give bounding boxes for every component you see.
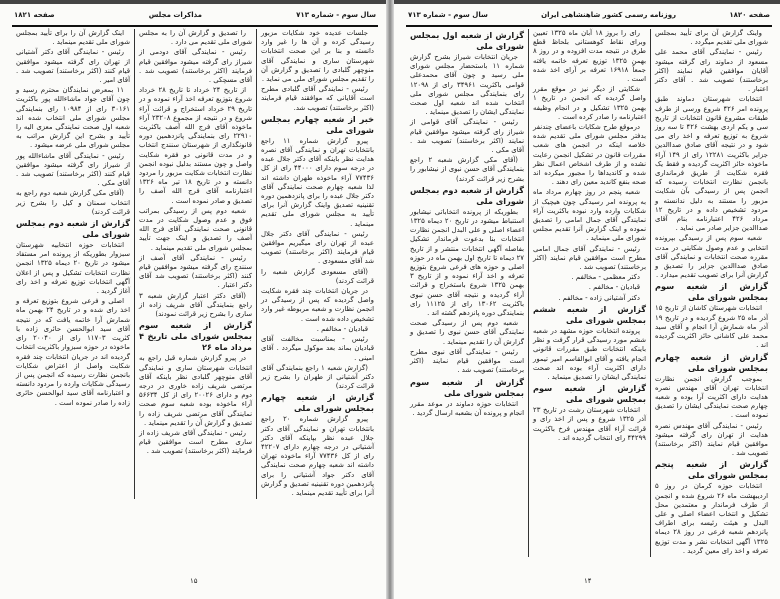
page-edge: [394, 0, 780, 4]
text-column: [256, 29, 378, 499]
paragraph: رئیس - نمایندگی آقای آصف از سنندج رای گرفته میشود موافقین قیام کنند (اکثر برخاستند) تصویب شد آقای دکتر اعتبار .: [139, 253, 252, 290]
paragraph: پیرو گزارش شماره ۲۰ راجع بانتخابات تهران و نمایندگی آقای دکتر جلال عبده نظر بپاینکه آقای دکتر آشتیانی در درجه چهارم دارای ۴۲۲۰۷ رای از کل ۷۷۴۳۶ آراء ماخوذه تهران داشته اند شعبه چهارم صحت نمایندگی آقای دکتر جواد آشتیانی را برای پانزدهمین دوره تقنینیه تصدیق و گزارش آنرا برای تأیید تقدیم مینماید .: [261, 415, 374, 497]
report-heading: گزارش از شعبه سوم بمجلس شورای ملی: [533, 383, 646, 405]
issue-number: سال سوم - شماره ۷۱۳: [408, 11, 488, 19]
text-column: [650, 29, 772, 557]
page-label: صفحه ۱۸۲۰: [729, 11, 770, 19]
paragraph: رئیس - نمایندگی آقای ماشاءالله پور از شیراز رای گرفته میشود موافقین قیام کنند (اکثر برخاستند) تصویب شد . آقای مکی .: [16, 151, 130, 188]
issue-number: سال سوم - شماره ۷۱۳: [296, 11, 376, 19]
paragraph: شعبه سوم پس از رسیدگی بپرونده انتخابی و عدم وصول شکایتی در مدت مقرره صحت انتخابات و نمایندگی آقای صادق صداالدین جزایر را تصدیق و گزارش آنرا برای تصویب تقدیم میدارد .: [655, 234, 768, 280]
page-number: ۱۵: [190, 577, 198, 585]
right-page: [394, 0, 780, 599]
paragraph: از تاریخ ۲۴ خرداد تا تاریخ ۲۸ خرداد شروع بتوزیع تعرفه اخذ آراء نموده و در تاریخ ۲۹ خرداد استخراج و قرائت آراء شروع و در نتیجه از مجموع ۲۳۲۰۸ آراء ماخوذه آقای فرج الله آصف باکثریت ۲۲۹۱۰ رای بنمایندگی پانزدهمین دوره قانونگذاری از شهرستان سنندج انتخاب و در مدت قانونی دو فقره شکایت واصل و چون مستند بدلیل نبوده انجمن نظارت انتخابات شکایت مزبور را مردود دانسته و در تاریخ ۱۸ تیر ماه ۱۳۲۶ اعتبارنامه آقای فرج الله آصف را تصدیق و صادر نموده است .: [139, 86, 252, 205]
paragraph: شعبه پنجم در روز چهارم مرداد ماه به پرونده امر رسیدگی چون هیچیک از شکایات وارده وارد نبوده باکثریت آراء نمایندگی آقای جمال امامی را تصدیق نموده و اینک گزارش آنرا تقدیم مجلس شورای ملی مینماید .: [533, 188, 646, 243]
paragraph: جلسات عدیده خود شکایات مزبور رسیدگی کرده و آن ها را غیر وارد دانسته و بنا بر این صحت انتخابات شهرستان ساری و نمایندگی آقای منوچهر گلبادی را تصدیق و گزارش آن را تقدیم مجلس شورای ملی می نماید .: [261, 29, 374, 84]
page-gutter: [386, 0, 394, 599]
paragraph: ۱۱ بمعرض نمایندگان محترم رسید و چون آقای جواد ماشاءالله پور باکثریت ۳۰۱۶۱ رای از ۱۰۹۸۴ رای بنمایندگی مجلس شورای ملی انتخاب شده اند شعبه اول صحت نمایندگی معزی الیه را تأیید و بشرح این گزارش مراتب به مجلس شورای ملی عرضه میشود .: [16, 86, 131, 150]
paragraph: پرونده انتخابات حوزه مشهد در شعبه ششم مورد رسیدگی قرار گرفت و نظر باینکه انتخابات طبق مقررات قانونی انجام یافته و آقای ابوالقاسم امیر تیمور دارای اکثریت آراء بوده اند صحت نمایندگی ایشان را تصدیق مینماید .: [533, 326, 646, 381]
paragraph: انتخابات حوزه کرمان در روز ۵ اردیبهشت ماه ۲۶ شروع شده و انجمن از طرف فرماندار و معتمدین محل تشکیل و انتخاب اعضاء اصلی و علی البدل و هیئت رئیسه برای اطراف پانزدهم شعبه فرعی در روز ۲۸ دیماه ۱۳۲۵ آگهی انتخابات نشر و مدت توزیع تعرفه و اخذ رای معین گردید .: [655, 482, 768, 555]
paragraph: رئیس - نمایندگی آقای گلبادی مطرح است آقایانی که موافقند قیام فرمایند (اکثر برخاستند) تصویب شد.: [261, 85, 374, 112]
report-heading: گزارش از شعبه دوم بمجلس شورای ملی: [16, 218, 130, 240]
report-heading: گزارش از شعبه پنجم بمجلس شورای ملی: [655, 459, 768, 481]
paragraph: رئیس - نمایندگی آقای دکتر آشتیانی از تهران رای گرفته میشود موافقین قیام کنند (اکثر برخاستند) تصویب شد . آقای امیر .: [16, 48, 130, 85]
text-column: [528, 29, 650, 557]
paragraph: دکتر معظمی - مخالفم .: [571, 273, 640, 282]
text-column: [134, 29, 256, 499]
paragraph: قبادیان - مخالفم .: [316, 324, 368, 333]
report-heading: گزارش از شعبه سوم بمجلس شورای ملی: [410, 376, 524, 398]
paragraph: (آقای مکی گزارش شعبه ۲ راجع بنمایندگی آقای حسن نبوی از نیشابور را بشرح زیر قرائت کردند): [410, 156, 524, 183]
paragraph: انتخابات شهرستان رشت در تاریخ ۲۳ آذر ۱۳۲۵ شروع و پس از اخذ رای و قرائت آراء آقای مهندس فرخ باکثریت ۴۴۲۹۹ رای انتخاب گردیده اند .: [533, 406, 646, 442]
paragraph: انتخابات حوزه دماوند در موعد مقرر انجام و پرونده آن بشعبه ارسال گردید .: [410, 399, 524, 417]
text-column: [12, 29, 134, 499]
page-label: صفحه ۱۸۲۱: [14, 11, 55, 19]
paragraph: (آقای دکتر اعتبار گزارش شعبه ۳ راجع بنمایندگی آقای شریف زاده از ساری را بشرح زیر قرائت نمودند): [139, 291, 252, 319]
paragraph: انتخابات شهرستان کاشان از تاریخ ۱۵ آذر ماه ۲۵ شروع گردیده و در تاریخ ۱۹ آذر ماه شمارش آرا انجام و آقای سید محمد علی کاشانی حائز اکثریت گردیده اند .: [655, 304, 769, 350]
paragraph: پیرو گزارش شماره ۱۱ راجع بانتخابات تهران و نمایندگی آقای نصره هدایت نظر باینکه آقای دکتر جلال عبده در درجه سوم دارای ۴۴۰۰۰ رای از کل ۷۷۴۳۶ آراء ماخوذه طهران داشته اند لذا شعبه چهارم صحت نمایندگی آقای دکتر جلال عبده را برای پانزدهمین دوره تقنینیه تصدیق واینک گزارش آنرا برای تأیید به مجلس شورای ملی تقدیم مینماید .: [261, 136, 374, 228]
paragraph: انتخابات شهرستان دماوند طبق پرونده امر ۴۲۶ شروع ورسی از طرف طبقات مشروع قانون انتخابات از تاریخ سی و یکم اردی بهشت ۴۲۶ تا سه روز شروع به توزیع تعرفه و اخذ رای می شود و در نتیجه آقای صادق صداالدین جزایر باکثریت ۱۲۲۸۱ رای از ۱۴۹ آراء ماخوذه حائز اکثریت گردیده و فقط یک فقره شکایت از طریق فرمانداری بانجمن نظارت انتخابات رسیده که انجمن پس از رسیدگی بآن شکایت مزبور را مستند به دلیل ندانسته و مردود تشخیص داده و در تاریخ ۱۲ مرداد ۴۲۶ اعتبارنامه بنام آقای صداالدین جزایر صادر می نماید .: [655, 95, 769, 233]
paragraph: دکتر آشتیانی زاده - مخالفم .: [558, 293, 640, 302]
paragraph: (آقای مکی گزارش شعبه دوم راجع به انتخاب سمنان و کیل را بشرح زیر قرائت کردند): [16, 189, 130, 216]
paragraph: اینک گزارش آن را برای تأیید بمجلس شورای ملی تقدیم مینماید .: [16, 29, 130, 47]
paragraph: بطوریکه از پرونده انتخاباتی نیشابور استنباط میشود در تاریخ ۲۰ دیماه ۱۳۲۵ اعضاء اصلی و علی البدل انجمن نظارت انتخابات بنا بدعوت فرماندار تشکیل بفاصله آگهی انتخابات منتشر و از تاریخ ۲۷ دیماه تا تاریخ اول بهمن ماه در حوزه اصلی و حوزه های فرعی شروع بتوزیع تعرفه و اخذ آراء نموده و از تاریخ ۳ بهمن ۱۳۲۵ شروع باستخراج و قرائت آراء گردیده و نتیجه آقای حسن نبوی باکثریت ۱۳۰۶۲ رای از ۱۱۱۲۵ رای بنمایندگی دوره پانزدهم گشته اند .: [410, 207, 525, 318]
paragraph: انتخابات حوزه انتخابیه شهرستان سبزوار بطوریکه از پرونده امر مستفاد میشود در تاریخ ۲۰ دیماه ۱۳۲۵ انجمن نظارت انتخابات تشکیل و پس از اعلان آگهی انتخابات توزیع تعرفه و اخذ رای آغاز گردید .: [16, 241, 130, 296]
paragraph: رئیس - نمایندگی آقای دکتر جلال عبده از تهران رای میگیریم موافقین قیام فرمایند (اکثر برخاستند) تصویب شد آقای مسعودی .: [261, 229, 374, 266]
paragraph: درموقع طرح شکایات باعضای چندنفر بدفتر مجلس شورای ملی تقدیم شده خلاصه اینکه در انجمن های شعب مقررات قانون در تشکیل انجمن رعایت نشده و از طرف اشخاص اعمال نظر شده و کاندیداها را مجبور میکرده اند صحه بنفع کاندید معین رای دهند .: [533, 123, 646, 187]
newspaper-title: روزنامه رسمی کشور شاهنشاهی ایران: [541, 11, 677, 19]
text-columns: [406, 29, 772, 557]
paragraph: رئیس - نمایندگی آقای شریف زاده از ساری مطرح است موافقین قیام فرمایند (اکثر برخاستند) تصویب شد .: [139, 428, 252, 456]
paragraph: شعبه دوم پس از رسیدگی صحت نمایندگی آقای حسن نبوی را تصدیق و گزارش آن را تقدیم مینماید .: [410, 319, 524, 346]
page-header: [408, 8, 770, 22]
paragraph: در پیرو گزارش شماره قبل راجع به انتخابات شهرستان ساری و نمایندگی آقای منوچهر گلبادی نظر باینکه آقای مرتضی شریف زاده خاوری در درجه دوم و دارای ۲۰۰۲۶ رای از کل ۵۶۶۳۴ آراء ماخوذه بوده شعبه سوم صحت نمایندگی آقای مرتضی شریف زاده را تصدیق و گزارش آن را تقدیم مینماید .: [139, 354, 252, 427]
page-number: ۱۴: [584, 577, 592, 585]
report-heading: گزارش از شعبه چهارم بمجلس شورای ملی: [655, 351, 768, 373]
paragraph: در جریان انتخابات چند فقره شکایت واصل گردیده که پس از رسیدگی در انجمن نظارت و شعبه مربوطه غیر وارد تشخیص داده شده است .: [261, 287, 374, 323]
section-title: مذاکرات مجلس: [148, 11, 202, 19]
paragraph: رئیس - نمایندگی آقای نبوی مطرح است موافقین قیام نمایند (اکثر برخاستند) تصویب شد .: [410, 347, 524, 375]
header-rule: [406, 25, 772, 27]
left-page: [0, 0, 386, 599]
paragraph: بموجب گزارش انجمن نظارت انتخابات تهران آقای مهندس نصره هدایت دارای اکثریت آرا بوده و شعبه چهارم صحت نمایندگی ایشان را تصدیق نموده است .: [655, 374, 768, 420]
paragraph: رئیس - نمایندگی آقای دودمی از شیراز رای گرفته میشود موافقین قیام فرمایند (اکثر برخاستند) تصویب شد . آقای مسچکی .: [139, 48, 252, 85]
paragraph: شعبه دوم پس از رسیدگی بمراتب فوق و عدم وصول شکایت در مدت قانونی صحت نمایندگی آقای فرج الله آصف را تصدیق و اینک جهت تأیید بمجلس شورای ملی تقدیم مینماید .: [139, 206, 252, 252]
paragraph: رئیس - نمایندگی آقای قوامی از شیراز رای گرفته میشود موافقین قیام نمایند (اکثر برخاستند) تصویب شد . آقای مکی .: [410, 118, 524, 155]
paragraph: رئیس - نمایندگی آقای مهندس نصره هدایت از تهران رای گرفته میشود موافقین قیام نمایند (اکثر برخاستند) تصویب شد .: [655, 421, 768, 458]
text-column: [406, 29, 528, 557]
page-header: [14, 8, 376, 22]
page-edge: [0, 0, 386, 4]
paragraph: قبادیان - مخالفم .: [588, 283, 640, 292]
report-heading: خبر از شعبه چهارم بمجلس شورای ملی: [261, 113, 374, 135]
paragraph: رئیس - نمایندگی آقای محمد علی مسعود از دماوند رای گرفته میشود آقایان موافقین قیام نمایند (اکثر برخاستند) تصویب شد . آقای دکتر اعتبار .: [655, 48, 768, 94]
paragraph: را تصدیق و گزارش آن را به مجلس شورای ملی تقدیم می دارد .: [139, 29, 252, 47]
paragraph: رئیس - نمایندگی آقای جمال امامی مطرح است موافقین قیام نمایند (اکثر برخاستند) تصویب شد .: [533, 244, 646, 272]
header-rule: [12, 25, 378, 27]
paragraph: جریان انتخابات شیراز بشرح گزارش شماره ۱۱ باستحضار مجلس شورای ملی رسید و چون آقای محمدعلی قوامی باکثریت ۳۴۹۶۱ رای از ۱۲۰۹۸ رای بنمایندگی مجلس شورای ملی انتخاب شده اند شعبه اول صحت نمایندگی ایشان را تصدیق مینماید .: [410, 53, 525, 117]
paragraph: واینک گزارش آن برای تأیید بمجلس شورای ملی تقدیم میگردد .: [655, 29, 768, 47]
paragraph: (آقای مسعودی گزارش شعبه را قرائت کردند): [261, 267, 374, 285]
report-heading: گزارش از شعبه سوم بمجلس شورای ملی: [655, 281, 768, 303]
report-heading: گزارش از شعبه ششم بمجلس شورای ملی: [533, 303, 646, 325]
paragraph: اصلی و فرعی شروع بتوزیع تعرفه و اخذ رای شده و در تاریخ ۲۴ بهمن ماه شمارش آرا خاتمه یافت که در نتیجه آقای سید ابوالحسن حائری زاده با کثریت ۱۱۷۰۳ رای از ۲۰۰۴۰ رای ماخوذه در حوزه سبزوار باکثریت انتخاب گردیده اند در جریان انتخابات چند فقره شکایت واصل از اعتراض شکایات بانجمن نظارت رسیده که انجمن پس از رسیدگی شکایات وارده را مردود دانسته و اعتبارنامه آقای سید ابوالحسن حائری زاده را صادر نموده است .: [16, 297, 130, 407]
paragraph: رای را بروز ۱۸ آبان ماه ۱۳۲۵ تعیین وبرای نقاط کوهستانی بلحاظ قطع طرق در نتیجه مدت افزوده و در روز ۸ بهمن ۱۳۲۵ توزیع تعرفه خاتمه یافته جمعاً ۱۶۹۱۸ تعرفه بر آرای اخذ شده است .: [533, 29, 647, 84]
paragraph: (گزارش شعبه ۱ راجع بنمایندگی آقای دکتر آشتیانی از طهران را بشرح زیر قرائت کردند): [261, 363, 374, 391]
report-heading: گزارش از شعبه سوم بمجلس شورای ملی تاریخ ۴ مرداد ماه ۲۶: [139, 320, 252, 353]
report-heading: گزارش از شعبه دوم بمجلس شورای ملی: [410, 184, 524, 206]
paragraph: رئیس - بمناسبت مخالفت آقای قبادیان بماند بعد موکول میگردد . آقای امینی .: [261, 335, 374, 362]
report-heading: گزارش از شعبه اول بمجلس شورای ملی: [410, 30, 524, 51]
text-columns: [12, 29, 378, 499]
paragraph: شکایتی از دیگر نیز در موقع مقرر واصل گردیده که انجمن در تاریخ ۱ بهمن ۱۳۲۵ تشکیل و در انجام وظیفه اعتبارنامه را صادر کرده است .: [533, 85, 647, 121]
report-heading: گزارش از شعبه چهارم بمجلس شورای ملی: [261, 392, 374, 414]
